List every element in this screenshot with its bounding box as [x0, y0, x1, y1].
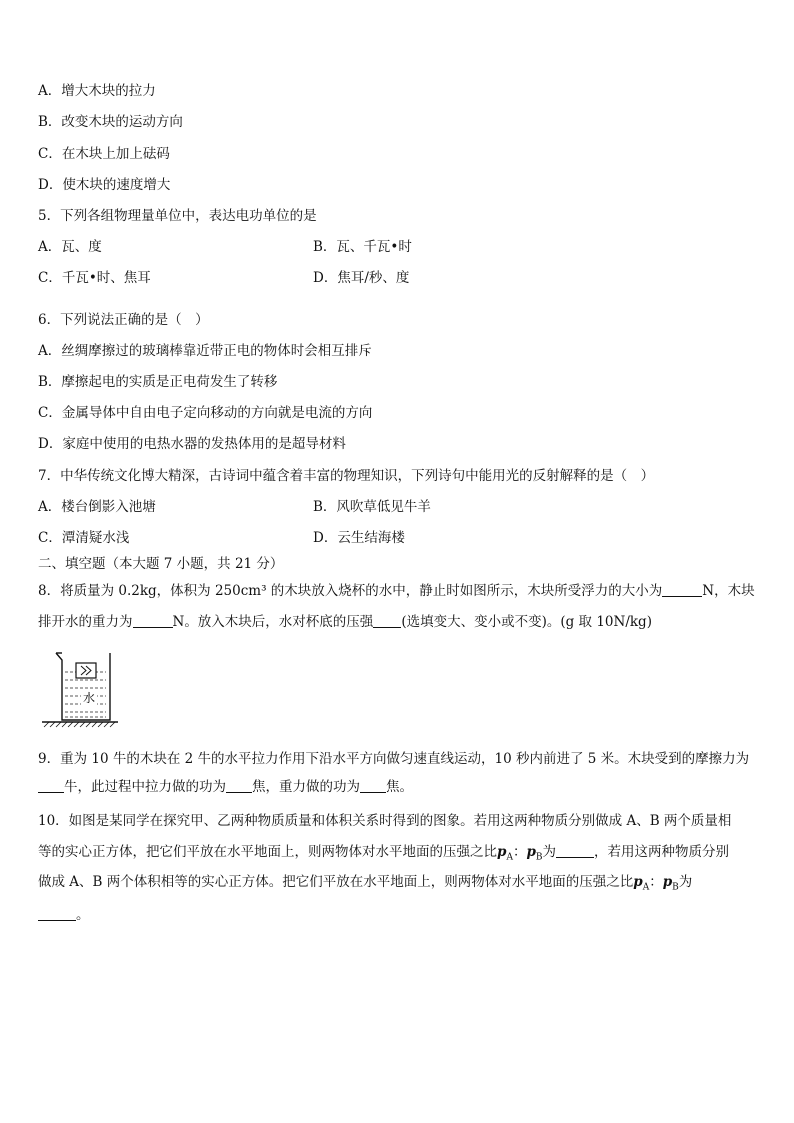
q6-option-d: D．家庭中使用的电热水器的发热体用的是超导材料: [38, 436, 346, 452]
q10-text-2b: ，若用这两种物质分别: [594, 844, 730, 860]
q4-option-c: C．在木块上加上砝码: [38, 146, 170, 162]
q9-text-2b: 焦，重力做的功为: [252, 779, 360, 795]
q9-line-1: 9．重为 10 牛的木块在 2 牛的水平拉力作用下沿水平方向做匀速直线运动，10 秒内前进了 5 米。木块受到的摩擦力为: [38, 751, 750, 767]
q6-stem: 6．下列说法正确的是（ ）: [38, 312, 209, 328]
q5-option-a: A．瓦、度: [38, 239, 102, 255]
q8-blank-3[interactable]: [373, 613, 401, 628]
q6-option-a: A．丝绸摩擦过的玻璃棒靠近带正电的物体时会相互排斥: [38, 343, 372, 359]
q8-blank-2[interactable]: [133, 613, 173, 628]
q9-blank-1[interactable]: [38, 778, 64, 793]
q10-blank-1[interactable]: [556, 843, 594, 858]
q10-line-2: 等的实心正方体，把它们平放在水平地面上，则两物体对水平地面的压强之比$p_A$：$p_B$为 ，若用这两种物质分别: [38, 844, 730, 863]
q8-text-2a: 排开水的重力为: [38, 614, 133, 630]
q10-line-3: 做成 A、B 两个体积相等的实心正方体。把它们平放在水平地面上，则两物体对水平地面的压强之比$p_A$：$p_B$为: [38, 874, 693, 893]
beaker-figure: [40, 650, 120, 730]
q10-text-2a: 等的实心正方体，把它们平放在水平地面上，则两物体对水平地面的压强之比: [38, 844, 497, 860]
q8-text-1a: 8．将质量为 0.2kg，体积为 250cm³ 的木块放入烧杯的水中，静止时如图所示，木块所受浮力的大小为: [38, 583, 663, 599]
q9-line-2: [38, 778, 413, 796]
q8-line-2: [38, 613, 652, 631]
q5-option-c: C．千瓦•时、焦耳: [38, 270, 151, 286]
q10-line-4: 。: [38, 906, 90, 924]
q10-line-1: 10．如图是某同学在探究甲、乙两种物质质量和体积关系时得到的图象。若用这两种物质分别做成 A、B 两个质量相: [38, 813, 732, 829]
q10-text-3a: 做成 A、B 两个体积相等的实心正方体。把它们平放在水平地面上，则两物体对水平地面的压强之比: [38, 874, 634, 890]
q7-option-a: A．楼台倒影入池塘: [38, 499, 156, 515]
q10-blank-2[interactable]: [38, 906, 76, 921]
q5-option-d: D．焦耳/秒、度: [313, 270, 410, 286]
q8-text-2b: N。放入木块后，水对杯底的压强: [172, 614, 374, 630]
q8-blank-1[interactable]: [662, 582, 702, 597]
q9-text-2c: 焦。: [386, 779, 413, 795]
q4-option-d: D．使木块的速度增大: [38, 177, 171, 193]
q6-option-b: B．摩擦起电的实质是正电荷发生了转移: [38, 374, 278, 390]
q4-option-a: A．增大木块的拉力: [38, 83, 156, 99]
q10-text-3b: 为: [678, 874, 693, 890]
q4-option-b: B．改变木块的运动方向: [38, 114, 183, 130]
q8-line-1: [38, 582, 755, 600]
q9-text-2a: 牛，此过程中拉力做的功为: [64, 779, 226, 795]
q7-option-c: C．潭清疑水浅: [38, 530, 130, 546]
q5-stem: 5．下列各组物理量单位中，表达电功单位的是: [38, 208, 317, 224]
q7-stem: 7．中华传统文化博大精深，古诗词中蕴含着丰富的物理知识，下列诗句中能用光的反射解释的是（ ）: [38, 468, 655, 484]
q9-blank-2[interactable]: [226, 778, 252, 793]
q5-option-b: B．瓦、千瓦•时: [313, 239, 412, 255]
q9-blank-3[interactable]: [360, 778, 386, 793]
q8-text-1b: N，木块: [702, 583, 755, 599]
q6-option-c: C．金属导体中自由电子定向移动的方向就是电流的方向: [38, 405, 373, 421]
water-label: 水: [82, 691, 96, 705]
q7-option-d: D．云生结海楼: [313, 530, 405, 546]
q8-text-2c: (选填变大、变小或不变)。(g 取 10N/kg): [401, 614, 652, 630]
section-heading: 二、填空题（本大题 7 小题，共 21 分）: [38, 556, 284, 572]
q7-option-b: B．风吹草低见牛羊: [313, 499, 431, 515]
